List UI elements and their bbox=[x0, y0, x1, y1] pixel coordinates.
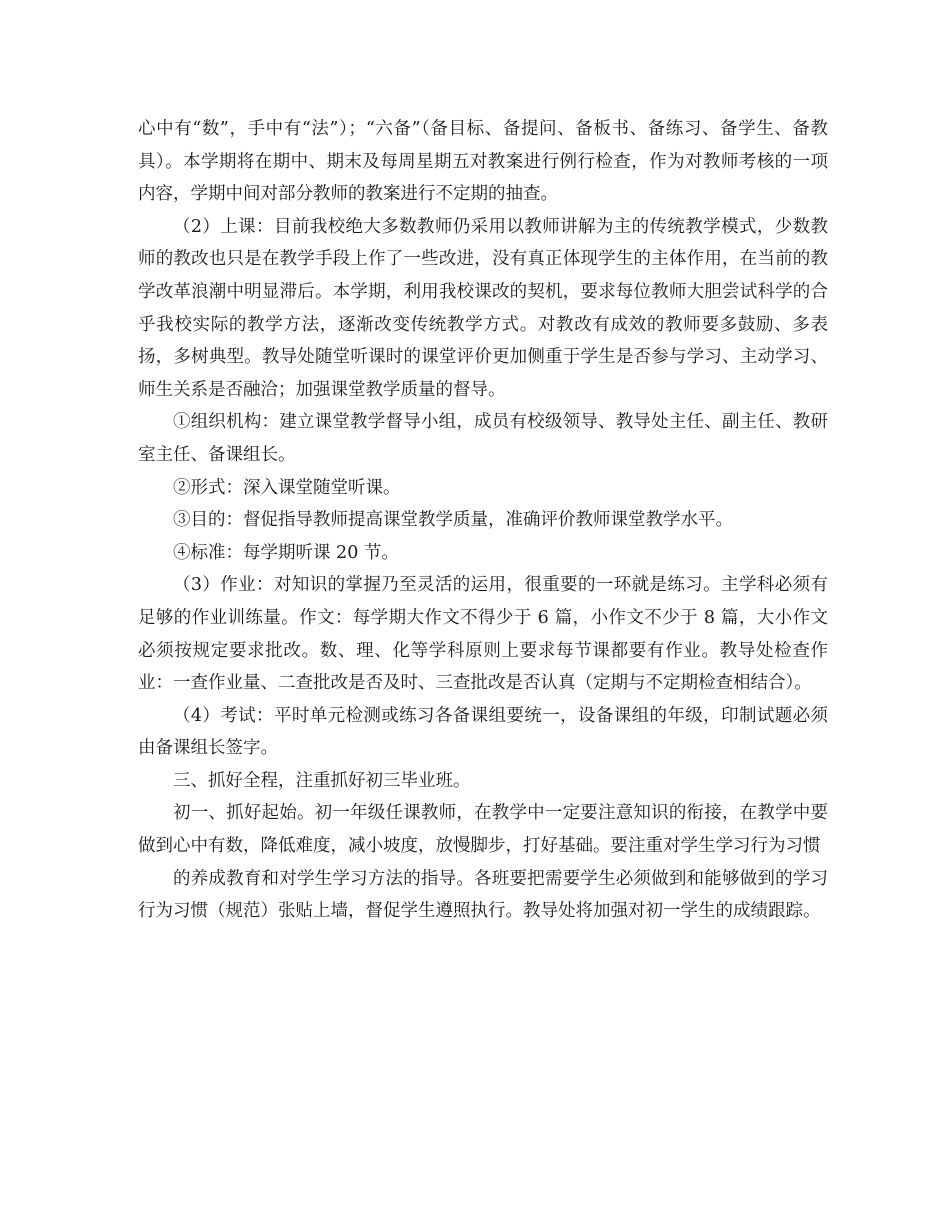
paragraph-lecture: （2）上课：目前我校绝大多数教师仍采用以教师讲解为主的传统教学模式，少数教师的教改也只是在教学手段上作了一些改进，没有真正体现学生的主体作用，在当前的教学改革浪潮中明显滞后。本学期，利用我校课改的契机，要求每位教师大胆尝试科学的合乎我校实际的教学方法，逐渐改变传统教学方式。对教改有成效的教师要多鼓励、多表扬，多树典型。教导处随堂听课时的课堂评价更加侧重于学生是否参与学习、主动学习、师生关系是否融洽；加强课堂教学质量的督导。 bbox=[138, 216, 828, 400]
paragraph-purpose: ③目的：督促指导教师提高课堂教学质量，准确评价教师课堂教学水平。 bbox=[173, 510, 733, 531]
section-heading-graduating-class: 三、抓好全程，注重抓好初三毕业班。 bbox=[173, 770, 471, 791]
paragraph-exam: （4）考试：平时单元检测或练习各备课组要统一，设备课组的年级，印制试题必须由备课组长签字。 bbox=[138, 705, 828, 759]
paragraph-grade-one: 初一、抓好起始。初一年级任课教师，在教学中一定要注意知识的衔接，在教学中要做到心中有数，降低难度，减小坡度，放慢脚步，打好基础。要注重对学生学习行为习惯 bbox=[138, 803, 828, 857]
paragraph-lesson-plan-continuation: 心中有“数”，手中有“法”）；“六备”（备目标、备提问、备板书、备练习、备学生、备教具）。本学期将在期中、期末及每周星期五对教案进行例行检查，作为对教师考核的一项内容，学期中间对部分教师的教案进行不定期的抽查。 bbox=[138, 119, 828, 205]
paragraph-homework: （3）作业：对知识的掌握乃至灵活的运用，很重要的一环就是练习。主学科必须有足够的作业训练量。作文：每学期大作文不得少于 6 篇，小作文不少于 8 篇，大小作文必须按规定要求批改。数、理、化等学科原则上要求每节课都要有作业。教导处检查作业：一查作业量、二查批改是否及时、三查批改是否认真（定期与不定期检查相结合）。 bbox=[138, 575, 828, 694]
paragraph-organization: ①组织机构：建立课堂教学督导小组，成员有校级领导、教导处主任、副主任、教研室主任、备课组长。 bbox=[138, 412, 828, 465]
paragraph-form: ②形式：深入课堂随堂听课。 bbox=[173, 477, 401, 498]
paragraph-standard: ④标准：每学期听课 20 节。 bbox=[173, 542, 399, 563]
paragraph-habits: 的养成教育和对学生学习方法的指导。各班要把需要学生必须做到和能够做到的学习行为习惯（规范）张贴上墙，督促学生遵照执行。教导处将加强对初一学生的成绩跟踪。 bbox=[138, 868, 828, 922]
document-body bbox=[138, 113, 828, 928]
